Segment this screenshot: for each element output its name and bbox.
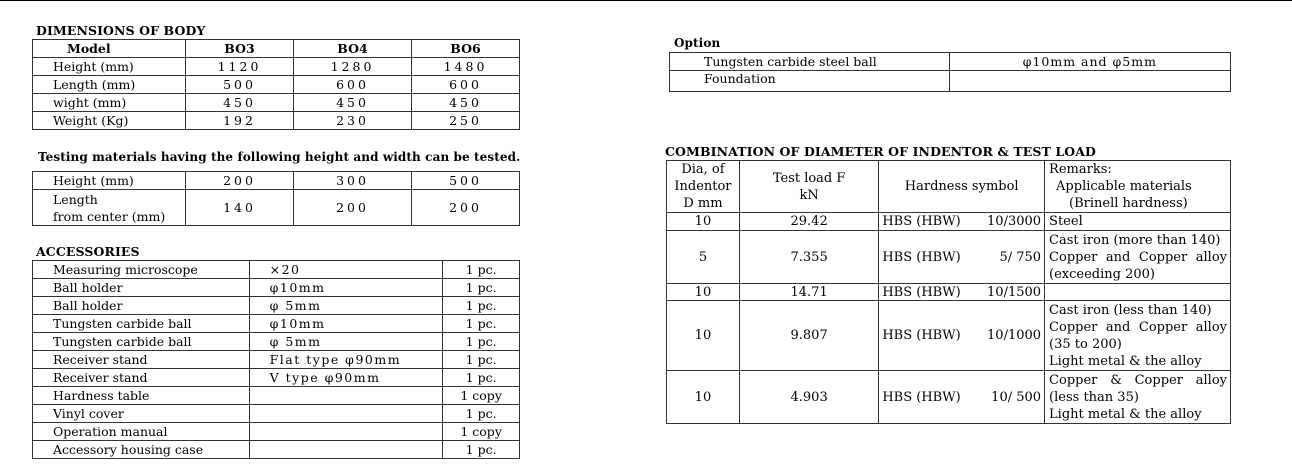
cell-value: 1280	[294, 58, 412, 76]
row-label: wight (mm)	[33, 94, 186, 112]
combination-row	[667, 301, 1231, 371]
accessory-qty: 1 pc.	[443, 279, 520, 297]
accessory-name: Hardness table	[33, 387, 250, 405]
accessory-spec	[249, 423, 443, 441]
remarks-header	[1045, 161, 1231, 213]
cell-value: 600	[412, 76, 520, 94]
accessory-row	[33, 315, 520, 333]
row-label: Length (mm)	[33, 76, 186, 94]
option-row	[670, 71, 1231, 92]
option-table	[669, 52, 1231, 92]
remarks-line: (exceeding 200)	[1049, 266, 1156, 282]
symbol-text: HBS (HBW)	[882, 389, 961, 405]
remarks-line: (35 to 200)	[1049, 336, 1122, 352]
remarks-line: Copper & Copper alloy	[1049, 372, 1227, 388]
remarks-line: Copper and Copper alloy	[1049, 319, 1227, 335]
option-name: Foundation	[670, 71, 950, 92]
option-spec: φ10mm and φ5mm	[949, 53, 1230, 71]
accessory-row	[33, 369, 520, 387]
row-label-line: from center (mm)	[53, 208, 166, 224]
header-line: Indentor	[674, 179, 732, 194]
remarks-line: Steel	[1049, 214, 1083, 229]
accessory-row	[33, 297, 520, 315]
header-line: Test load F	[772, 170, 846, 186]
cell-value: 300	[294, 172, 412, 190]
header-line: D mm	[683, 196, 723, 211]
load-cell: 4.903	[739, 371, 878, 424]
dia-cell: 10	[667, 301, 740, 371]
cell-value: 450	[412, 94, 520, 112]
ratio-text: 10/1000	[987, 328, 1042, 343]
accessory-name: Operation manual	[33, 423, 250, 441]
remarks-line: Copper and Copper alloy	[1049, 249, 1227, 265]
testing-title: Testing materials having the following height and width can be tested.	[38, 150, 521, 164]
top-rule	[0, 0, 1292, 1]
accessory-spec	[249, 387, 443, 405]
accessory-row	[33, 441, 520, 459]
model-bo3-header: BO3	[186, 40, 294, 58]
row-label: Weight (Kg)	[33, 112, 186, 130]
row-label-line: Length	[53, 191, 98, 207]
cell-value: 230	[294, 112, 412, 130]
dimensions-row-wight	[33, 94, 520, 112]
load-cell: 9.807	[739, 301, 878, 371]
symbol-text: HBS (HBW)	[882, 214, 961, 229]
accessory-spec: ×20	[249, 261, 443, 279]
accessory-row	[33, 333, 520, 351]
accessory-row	[33, 279, 520, 297]
cell-value: 200	[412, 190, 520, 226]
remarks-line: (less than 35)	[1049, 389, 1139, 405]
combination-row	[667, 213, 1231, 231]
symbol-header: Hardness symbol	[879, 161, 1045, 213]
accessory-name: Measuring microscope	[33, 261, 250, 279]
model-bo6-header: BO6	[412, 40, 520, 58]
remarks-line: Cast iron (more than 140)	[1049, 232, 1221, 248]
cell-value: 500	[412, 172, 520, 190]
row-label	[33, 190, 186, 226]
accessory-qty: 1 pc.	[443, 369, 520, 387]
symbol-text: HBS (HBW)	[882, 284, 961, 300]
accessory-row	[33, 405, 520, 423]
accessory-qty: 1 pc.	[443, 297, 520, 315]
testing-row-height	[33, 172, 520, 190]
remarks-line: Light metal & the alloy	[1049, 353, 1202, 369]
cell-value: 250	[412, 112, 520, 130]
symbol-cell	[879, 231, 1045, 284]
load-cell: 29.42	[739, 213, 878, 231]
symbol-text: HBS (HBW)	[882, 249, 961, 265]
testing-table	[32, 171, 520, 226]
cell-value: 192	[186, 112, 294, 130]
option-name: Tungsten carbide steel ball	[670, 53, 950, 71]
dimensions-row-weight	[33, 112, 520, 130]
option-title: Option	[674, 36, 721, 50]
accessories-title: ACCESSORIES	[36, 244, 140, 259]
accessory-qty: 1 copy	[443, 387, 520, 405]
model-bo4-header: BO4	[294, 40, 412, 58]
ratio-text: 10/ 500	[991, 389, 1042, 405]
symbol-cell	[879, 213, 1045, 231]
load-cell: 7.355	[739, 231, 878, 284]
accessory-spec: φ 5mm	[249, 333, 443, 351]
header-line: Remarks:	[1049, 162, 1112, 177]
symbol-cell	[879, 371, 1045, 424]
dia-cell: 10	[667, 371, 740, 424]
accessory-spec: Flat type φ90mm	[249, 351, 443, 369]
option-spec	[949, 71, 1230, 92]
accessory-row	[33, 351, 520, 369]
accessory-spec	[249, 405, 443, 423]
accessory-name: Accessory housing case	[33, 441, 250, 459]
combination-table	[666, 160, 1231, 424]
remarks-cell	[1045, 301, 1231, 371]
accessory-name: Receiver stand	[33, 369, 250, 387]
combination-header-row	[667, 161, 1231, 213]
combination-title: COMBINATION OF DIAMETER OF INDENTOR & TEST LOAD	[665, 144, 1096, 159]
cell-value: 450	[186, 94, 294, 112]
accessory-spec: φ10mm	[249, 279, 443, 297]
accessory-qty: 1 copy	[443, 423, 520, 441]
symbol-text: HBS (HBW)	[882, 328, 961, 343]
cell-value: 1480	[412, 58, 520, 76]
row-label: Height (mm)	[33, 58, 186, 76]
accessory-qty: 1 pc.	[443, 441, 520, 459]
remarks-cell	[1045, 213, 1231, 231]
accessory-qty: 1 pc.	[443, 261, 520, 279]
cell-value: 500	[186, 76, 294, 94]
accessory-name: Receiver stand	[33, 351, 250, 369]
accessory-row	[33, 261, 520, 279]
accessory-spec: φ 5mm	[249, 297, 443, 315]
symbol-cell	[879, 301, 1045, 371]
ratio-text: 10/3000	[987, 214, 1042, 229]
dimensions-table	[32, 39, 520, 130]
combination-row	[667, 284, 1231, 301]
remarks-cell	[1045, 231, 1231, 284]
accessory-name: Ball holder	[33, 297, 250, 315]
ratio-text: 5/ 750	[999, 249, 1042, 265]
remarks-cell	[1045, 371, 1231, 424]
remarks-line: Cast iron (less than 140)	[1049, 302, 1212, 318]
cell-value: 450	[294, 94, 412, 112]
accessories-table	[32, 260, 520, 459]
cell-value: 200	[294, 190, 412, 226]
symbol-cell	[879, 284, 1045, 301]
testing-row-length	[33, 190, 520, 226]
dimensions-row-length	[33, 76, 520, 94]
accessory-spec: φ10mm	[249, 315, 443, 333]
dia-cell: 5	[667, 231, 740, 284]
dimensions-title: DIMENSIONS OF BODY	[36, 23, 206, 38]
header-line: (Brinell hardness)	[1069, 196, 1188, 211]
header-line: Dia, of	[681, 162, 725, 177]
accessory-name: Tungsten carbide ball	[33, 333, 250, 351]
model-header: Model	[33, 40, 186, 58]
dia-cell: 10	[667, 213, 740, 231]
dia-cell: 10	[667, 284, 740, 301]
dia-header	[667, 161, 740, 213]
accessory-spec: V type φ90mm	[249, 369, 443, 387]
accessory-qty: 1 pc.	[443, 351, 520, 369]
accessory-row	[33, 387, 520, 405]
header-line: kN	[799, 187, 819, 203]
accessory-name: Vinyl cover	[33, 405, 250, 423]
accessory-qty: 1 pc.	[443, 315, 520, 333]
accessory-spec	[249, 441, 443, 459]
load-cell: 14.71	[739, 284, 878, 301]
accessory-qty: 1 pc.	[443, 333, 520, 351]
remarks-line: Light metal & the alloy	[1049, 406, 1202, 422]
option-row	[670, 53, 1231, 71]
load-header	[739, 161, 878, 213]
cell-value: 140	[186, 190, 294, 226]
accessory-row	[33, 423, 520, 441]
accessory-name: Ball holder	[33, 279, 250, 297]
cell-value: 200	[186, 172, 294, 190]
accessory-qty: 1 pc.	[443, 405, 520, 423]
row-label: Height (mm)	[33, 172, 186, 190]
cell-value: 1120	[186, 58, 294, 76]
combination-row	[667, 371, 1231, 424]
remarks-cell	[1045, 284, 1231, 301]
accessory-name: Tungsten carbide ball	[33, 315, 250, 333]
combination-row	[667, 231, 1231, 284]
cell-value: 600	[294, 76, 412, 94]
ratio-text: 10/1500	[987, 284, 1042, 300]
header-line: Applicable materials	[1056, 179, 1192, 194]
dimensions-row-height	[33, 58, 520, 76]
